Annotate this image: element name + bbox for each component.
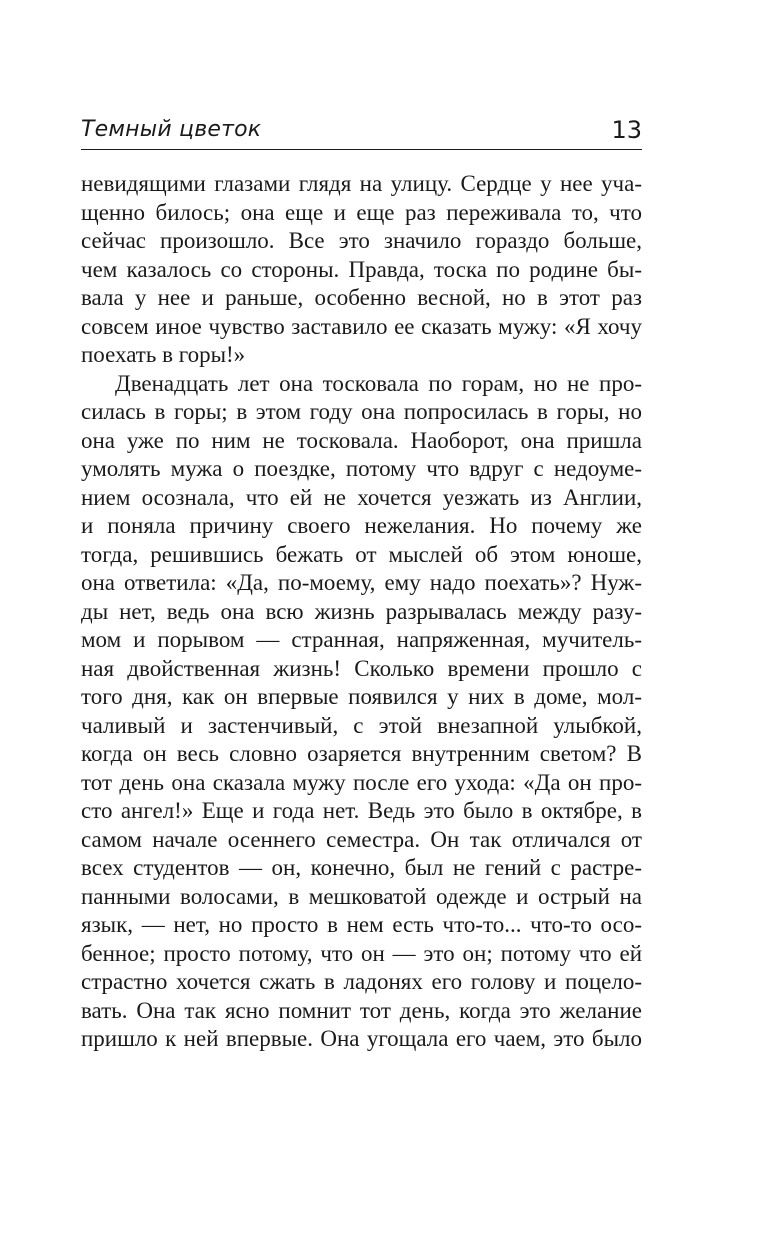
text-line: и поняла причину своего нежелания. Но почему же — [81, 513, 642, 538]
text-line: поехать в горы!» — [81, 342, 246, 367]
text-line: мом и порывом — странная, напряженная, мучитель- — [81, 627, 642, 652]
text-line: всех студентов — он, конечно, был не гений с растре- — [81, 855, 642, 880]
text-line: панными волосами, в мешковатой одежде и острый на — [81, 883, 642, 909]
paragraph-2 — [81, 370, 642, 1054]
text-line: умолять мужа о поездке, потому что вдруг с недоуме- — [81, 456, 642, 481]
text-line: тогда, решившись бежать от мыслей об этом юноше, — [81, 541, 642, 567]
body-text — [81, 170, 642, 1054]
text-line: бенное; просто потому, что он — это он; потому что ей — [81, 940, 642, 966]
text-line: она ответила: «Да, по-моему, ему надо поехать»? Нуж- — [81, 570, 642, 595]
paragraph-1 — [81, 170, 642, 370]
page-number: 13 — [611, 116, 642, 144]
text-line: нием осознала, что ей не хочется уезжать из Англии, — [81, 484, 642, 510]
text-line: когда он весь словно озаряется внутренним светом? В — [81, 741, 642, 766]
text-line: язык, — нет, но просто в нем есть что-то... что-то осо- — [81, 912, 642, 937]
text-line: совсем иное чувство заставило ее сказать мужу: «Я хочу — [81, 313, 642, 339]
text-line: сейчас произошло. Все это значило гораздо больше, — [81, 228, 642, 253]
text-line: силась в горы; в этом году она попросилась в горы, но — [81, 399, 642, 424]
text-line: страстно хочется сжать в ладонях его голову и поцело- — [81, 969, 642, 994]
text-line: чем казалось со стороны. Правда, тоска по родине бы- — [81, 256, 642, 282]
text-line: сто ангел!» Еще и года нет. Ведь это было в октябре, в — [81, 798, 642, 823]
text-line: вала у нее и раньше, особенно весной, но в этот раз — [81, 285, 642, 310]
text-line: щенно билось; она еще и еще раз переживала то, что — [81, 199, 642, 225]
text-line: ды нет, ведь она всю жизнь разрывалась между разу- — [81, 598, 642, 624]
text-line: вать. Она так ясно помнит тот день, когда это желание — [81, 997, 642, 1023]
text-line: того дня, как он впервые появился у них в доме, мол- — [81, 684, 642, 709]
running-header — [81, 114, 642, 150]
text-line: пришло к ней впервые. Она угощала его чаем, это было — [81, 1026, 642, 1051]
text-line: невидящими глазами глядя на улицу. Сердце у нее уча- — [81, 171, 642, 196]
text-line: чаливый и застенчивый, с этой внезапной улыбкой, — [81, 712, 642, 738]
text-line: Двенадцать лет она тосковала по горам, но не про- — [115, 370, 642, 396]
text-line: тот день она сказала мужу после его ухода: «Да он про- — [81, 769, 642, 795]
text-line: самом начале осеннего семестра. Он так отличался от — [81, 826, 642, 852]
header-rule — [81, 149, 642, 150]
text-line: ная двойственная жизнь! Сколько времени прошло с — [81, 655, 642, 681]
text-line: она уже по ним не тосковала. Наоборот, она пришла — [81, 427, 642, 453]
running-header-title: Темный цветок — [81, 117, 262, 142]
